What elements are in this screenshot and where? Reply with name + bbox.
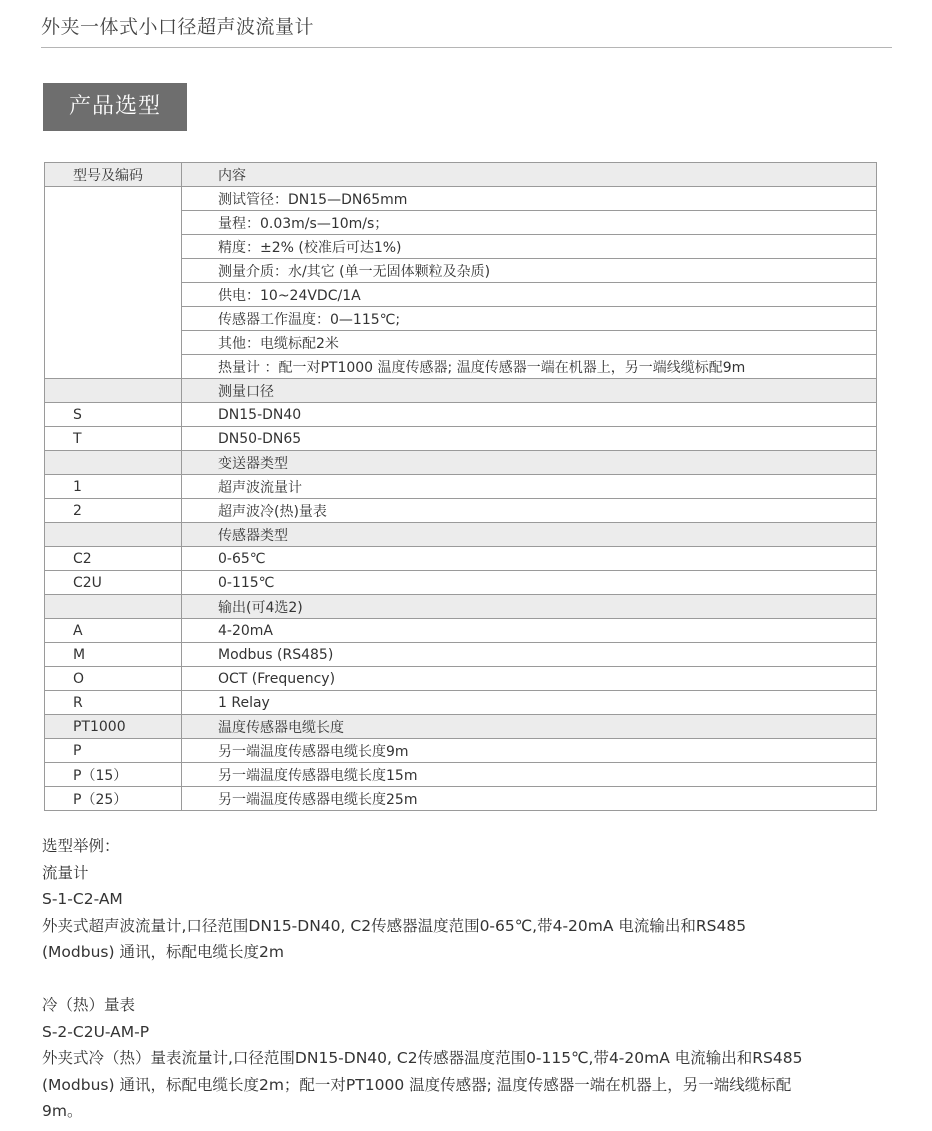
example-flowmeter-label: 流量计	[42, 863, 89, 882]
group-code	[45, 379, 182, 403]
option-description: 另一端温度传感器电缆长度25m	[182, 787, 877, 811]
section-group-row	[45, 379, 877, 403]
spec-row	[45, 187, 877, 211]
option-description: 0-115℃	[182, 571, 877, 595]
option-description: Modbus (RS485)	[182, 643, 877, 667]
option-code: C2U	[45, 571, 182, 595]
table-row	[45, 643, 877, 667]
example-flowmeter-desc-line1: 外夹式超声波流量计,口径范围DN15-DN40, C2传感器温度范围0-65℃,带4-20mA 电流输出和RS485	[42, 916, 747, 935]
option-code: R	[45, 691, 182, 715]
option-description: 4-20mA	[182, 619, 877, 643]
spec-text: 热量计 ：配一对PT1000 温度传感器; 温度传感器一端在机器上，另一端线缆标配9m	[182, 355, 877, 379]
option-code: T	[45, 427, 182, 451]
section-tab-product-selection: 产品选型	[43, 83, 187, 131]
group-title: 传感器类型	[182, 523, 877, 547]
selection-examples	[42, 833, 902, 1125]
group-code	[45, 451, 182, 475]
spec-text: 测试管径：DN15—DN65mm	[182, 187, 877, 211]
option-description: 另一端温度传感器电缆长度15m	[182, 763, 877, 787]
table-row	[45, 403, 877, 427]
option-code: P	[45, 739, 182, 763]
table-row	[45, 763, 877, 787]
group-code	[45, 595, 182, 619]
section-group-row	[45, 595, 877, 619]
spec-code-cell	[45, 187, 182, 379]
option-description: 超声波冷(热)量表	[182, 499, 877, 523]
example-heatmeter-label: 冷（热）量表	[42, 996, 136, 1014]
group-title: 输出(可4选2)	[182, 595, 877, 619]
document-title: 外夹一体式小口径超声波流量计	[41, 16, 315, 38]
option-description: 另一端温度传感器电缆长度9m	[182, 739, 877, 763]
title-divider	[41, 47, 892, 48]
table-row	[45, 667, 877, 691]
option-code: 2	[45, 499, 182, 523]
option-code: O	[45, 667, 182, 691]
example-heatmeter-desc-line1: 外夹式冷（热）量表流量计,口径范围DN15-DN40, C2传感器温度范围0-115℃,带4-20mA 电流输出和RS485	[42, 1049, 803, 1067]
spec-text: 测量介质：水/其它 (单一无固体颗粒及杂质)	[182, 259, 877, 283]
table-row	[45, 619, 877, 643]
option-code: P（25）	[45, 787, 182, 811]
option-code: S	[45, 403, 182, 427]
option-code: P（15）	[45, 763, 182, 787]
table-row	[45, 571, 877, 595]
spec-text: 供电：10~24VDC/1A	[182, 283, 877, 307]
model-selection-table	[44, 162, 877, 811]
spec-text: 其他：电缆标配2米	[182, 331, 877, 355]
example-heatmeter-model: S-2-C2U-AM-P	[42, 1022, 150, 1041]
option-description: 超声波流量计	[182, 475, 877, 499]
spec-text: 量程：0.03m/s—10m/s；	[182, 211, 877, 235]
example-heatmeter-desc-line3: 9m。	[42, 1102, 83, 1120]
option-description: DN50-DN65	[182, 427, 877, 451]
header-content: 内容	[182, 163, 877, 187]
examples-heading: 选型举例：	[42, 837, 120, 855]
table-row	[45, 691, 877, 715]
table-row	[45, 427, 877, 451]
group-title: 温度传感器电缆长度	[182, 715, 877, 739]
table-row	[45, 547, 877, 571]
option-code: C2	[45, 547, 182, 571]
option-description: 0-65℃	[182, 547, 877, 571]
spec-text: 精度：±2% (校准后可达1%)	[182, 235, 877, 259]
option-code: 1	[45, 475, 182, 499]
table-header-row	[45, 163, 877, 187]
option-code: M	[45, 643, 182, 667]
group-code: PT1000	[45, 715, 182, 739]
group-title: 测量口径	[182, 379, 877, 403]
option-description: 1 Relay	[182, 691, 877, 715]
spec-text: 传感器工作温度：0—115℃;	[182, 307, 877, 331]
table-row	[45, 787, 877, 811]
section-group-row	[45, 715, 877, 739]
example-flowmeter-model: S-1-C2-AM	[42, 890, 123, 908]
table-row	[45, 475, 877, 499]
table-row	[45, 499, 877, 523]
group-code	[45, 523, 182, 547]
example-heatmeter-desc-line2: (Modbus) 通讯，标配电缆长度2m；配一对PT1000 温度传感器; 温度传感器一端在机器上，另一端线缆标配	[42, 1075, 792, 1094]
option-description: DN15-DN40	[182, 403, 877, 427]
group-title: 变送器类型	[182, 451, 877, 475]
option-description: OCT (Frequency)	[182, 667, 877, 691]
section-group-row	[45, 523, 877, 547]
table-row	[45, 739, 877, 763]
example-flowmeter-desc-line2: (Modbus) 通讯，标配电缆长度2m	[42, 943, 284, 961]
example-spacer	[42, 966, 902, 993]
option-code: A	[45, 619, 182, 643]
header-code: 型号及编码	[45, 163, 182, 187]
section-group-row	[45, 451, 877, 475]
